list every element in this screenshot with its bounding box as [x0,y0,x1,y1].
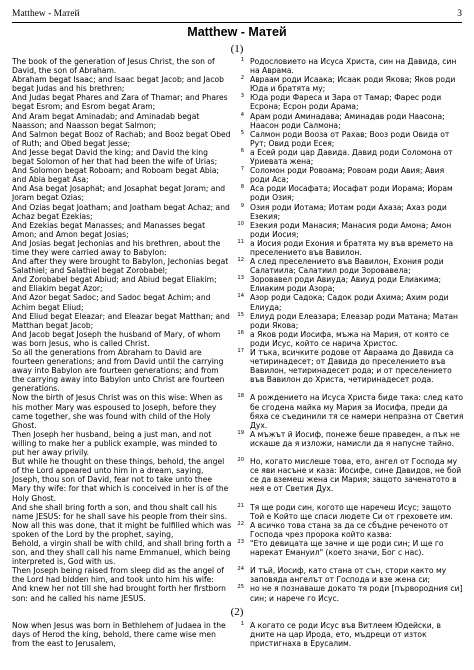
verse-bulgarian: А когато се роди Исус във Витлеем Юдейски, в дните на цар Ирода, ето, мъдреци от изток пристигнаха в Ерусалим. [250,621,441,649]
verse-row [12,130,464,148]
verse-bulgarian: И тъй, Иосиф, като стана от сън, стори както му заповяда ангелът от Господа и взе жена си; [250,566,447,585]
verse-number: 11 [237,238,244,245]
verse-row [12,521,464,539]
verse-bulgarian: Арам роди Аминадава; Аминадав роди Наасона; Наасон роди Салмона; [250,111,445,130]
verse-english: And Judas begat Phares and Zara of Thamar; and Phares begat Esrom; and Esrom begat Aram; [12,93,228,112]
verse-row [12,430,464,457]
verse-bulgarian: Азор роди Садока; Садок роди Ахима; Ахим роди Елиуда; [250,293,449,312]
verse-english: And Jacob begat Joseph the husband of Mary, of whom was born Jesus, who is called Christ. [12,329,221,348]
verse-bulgarian: Но, когато мислеше това, ето, ангел от Господа му се яви насъне и каза: Иосифе, сине Давидов, не бой се да вземеш жена си Мария; защото заченатото в нея е от Светия Дух. [250,457,462,494]
verse-english: Abraham begat Isaac; and Isaac begat Jacob; and Jacob begat Judas and his brethren; [12,75,224,94]
verse-row [12,275,464,293]
verse-bulgarian: И тъка, всичките родове от Авраама до Давида са четиринадесет; от Давида до преселението във Вавилон, четиринадесет рода; и от преселението във Вавилон до Христа, четиринадесет рода. [250,348,454,385]
verse-bulgarian: а Яков роди Иосифа, мъжа на Мария, от която се роди Исус, който се нарича Христос. [250,329,449,348]
verse-english: And Asa begat Josaphat; and Josaphat begat Joram; and Joram begat Ozias; [12,184,226,203]
verse-english: Now all this was done, that it might be fulfilled which was spoken of the Lord by the prophet, saying, [12,520,232,539]
verse-row [12,503,464,521]
verse-number: 20 [237,457,244,464]
verse-row [12,93,464,111]
verse-english: And Jesse begat David the king; and David the king begat Solomon of her that had been the wife of Urias; [12,147,218,167]
verse-english: So all the generations from Abraham to David are fourteen generations; and from David until the carrying away into Babylon are fourteen generations; and from the carrying away into Babylon unto Christ are fourteen generations. [12,348,225,394]
verse-english: And Aram begat Aminadab; and Aminadab begat Naasson; and Naasson begat Salmon; [12,111,200,130]
verse-number: 7 [240,166,244,173]
verse-english: Then Joseph being raised from sleep did as the angel of the Lord had bidden him, and took unto him his wife: [12,566,224,585]
chapter-1-verses [12,57,464,603]
verse-number: 12 [237,257,244,264]
verse-english: And Salmon begat Booz of Rachab; and Booz begat Obed of Ruth; and Obed begat Jesse; [12,129,231,148]
verse-number: 16 [237,329,244,336]
verse-english: And after they were brought to Babylon, Jechonias begat Salathiel; and Salathiel begat Zorobabel; [12,257,229,276]
verse-english: And Eliud begat Eleazar; and Eleazar begat Matthan; and Matthan begat Jacob; [12,311,230,330]
verse-number: 13 [237,275,244,282]
verse-bulgarian: А мъжът й Иосиф, понеже беше праведен, а пък не искаше да я изложи, намисли да я напусне тайно. [250,429,460,448]
verse-number: 5 [240,129,244,136]
verse-bulgarian: а Иосия роди Ехония и братята му във времето на преселението във Вавилон. [250,238,454,257]
verse-number: 6 [240,147,244,154]
header-rule [12,22,462,23]
verse-bulgarian: Озия роди Иотама; Иотам роди Ахаза; Ахаз роди Езекия; [250,202,447,221]
verse-english: Now when Jesus was born in Bethlehem of Judaea in the days of Herod the king, behold, there came wise men from the east to Jerusalem, [12,621,226,649]
verse-number: 3 [240,93,244,100]
verse-english: And Josias begat Jechonias and his brethren, about the time they were carried away to Babylon: [12,238,221,257]
verse-bulgarian: Езекия роди Манасия; Манасия роди Амона; Амон роди Иосия; [250,220,452,239]
verse-row [12,166,464,184]
verse-english: The book of the generation of Jesus Christ, the son of David, the son of Abraham. [12,57,215,76]
verse-number: 4 [240,111,244,118]
verse-bulgarian: Елиуд роди Елеазара; Елеазар роди Матана; Матан роди Якова; [250,311,459,330]
verse-number: 14 [237,293,244,300]
running-header [12,9,462,21]
verse-row [12,293,464,311]
verse-number: 24 [237,566,244,573]
verse-bulgarian: но не я познаваше докато тя роди [първородния си] син; и нарече го Исус. [250,584,463,603]
verse-row [12,239,464,257]
verse-row [12,621,464,648]
verse-english: And she shall bring forth a son, and thou shalt call his name JESUS: for he shall save his people from their sins. [12,502,228,521]
verse-row [12,203,464,221]
verse-row [12,330,464,348]
verse-english: But while he thought on these things, behold, the angel of the Lord appeared unto him in a dream, saying, Joseph, thou son of David, fear not to take unto thee Mary thy wife: for that which is conceived in her is of the Holy Ghost. [12,457,229,503]
verse-number: 1 [240,57,244,63]
page-number: 3 [457,9,462,19]
verse-number: 9 [240,202,244,209]
verse-row [12,221,464,239]
verse-row [12,148,464,166]
verse-row [12,566,464,584]
verse-number: 21 [237,502,244,509]
verse-row [12,257,464,275]
verse-english: And Azor begat Sadoc; and Sadoc begat Achim; and Achim begat Eliud; [12,293,211,312]
verse-bulgarian: Родословието на Исуса Христа, син на Давида, син на Аврама. [250,57,457,76]
verse-bulgarian: Соломон роди Ровоама; Ровоам роди Авия; Авия роди Аса; [250,166,445,185]
verse-bulgarian: Юда роди Фареса и Зара от Тамар; Фарес роди Есрона; Есрон роди Арама; [250,93,442,112]
verse-english: And knew her not till she had brought forth her firstborn son: and he called his name JESUS. [12,584,226,603]
verse-row [12,348,464,393]
verse-bulgarian: А рождението на Исуса Христа биде така: след като бе сгодена майка му Мария за Иосифа, преди да бяха се съединили тя се намери непразна от Светия Дух. [250,393,464,430]
verse-number: 17 [237,348,244,354]
verse-number: 8 [240,184,244,191]
verse-bulgarian: Зоровавел роди Авиуда; Авиуд роди Елиакима; Елиаким роди Азора; [250,275,442,294]
verse-bulgarian: Салмон роди Вооза от Рахав; Вооз роди Овида от Рут; Овид роди Есея; [250,129,450,148]
verse-row [12,393,464,429]
chapter-heading: (2) [230,606,244,618]
verse-number: 2 [240,75,244,82]
verse-bulgarian: "Ето девицата ще зачне и ще роди син; И ще го нарекат Емануил" (което значи, Бог с нас). [250,538,444,558]
verse-bulgarian: Аса роди Иосафата; Иосафат роди Иорама; Иорам роди Озия; [250,184,453,203]
verse-row [12,112,464,130]
chapter-heading: (1) [230,43,244,55]
verse-english: And Solomon begat Roboam; and Roboam begat Abia; and Abia begat Asa; [12,166,220,185]
verse-bulgarian: Авраам роди Исаака; Исаак роди Якова; Яков роди Юда и братята му; [250,75,456,94]
header-book-title: Matthew - Матей [12,9,80,19]
verse-row [12,57,464,75]
verse-english: And Ezekias begat Manasses; and Manasses begat Amon; and Amon begat Josias; [12,220,206,239]
verse-number: 19 [237,429,244,436]
verse-number: 23 [237,538,244,545]
verse-number: 10 [237,220,244,227]
verse-bulgarian: а Есей роди цар Давида. Давид роди Соломона от Уриевата жена; [250,147,453,167]
verse-number: 22 [237,520,244,527]
verse-row [12,75,464,93]
verse-bulgarian: Тя ще роди син, когото ще наречеш Исус; защото Той е Който ще спаси людете Си от греховете им. [250,502,453,521]
verse-english: And Zorobabel begat Abiud; and Abiud begat Eliakim; and Eliakim begat Azor; [12,275,217,294]
book-title: Matthew - Матей [187,25,287,39]
verse-bulgarian: А след преселението във Вавилон, Ехония роди Салатиила; Салатиил роди Зоровавела; [250,257,444,276]
verse-english: And Ozias begat Joatham; and Joatham begat Achaz; and Achaz begat Ezekias; [12,202,230,221]
verse-bulgarian: А всичко това стана за да се сбъдне реченото от Господа чрез пророка който казва: [250,520,449,539]
verse-english: Now the birth of Jesus Christ was on this wise: When as his mother Mary was espoused to Joseph, before they came together, she was found with child of the Holy Ghost. [12,393,223,430]
verse-row [12,539,464,566]
verse-english: Then Joseph her husband, being a just man, and not willing to make her a publick example, was minded to put her away privily. [12,429,218,458]
verse-row [12,184,464,202]
verse-number: 25 [237,584,244,591]
verse-number: 18 [237,393,244,400]
verse-row [12,584,464,602]
verse-english: Behold, a virgin shall be with child, and shall bring forth a son, and they shall call his name Emmanuel, which being interpreted is, God with us. [12,538,232,567]
verse-row [12,457,464,502]
verse-number: 1 [240,621,244,627]
chapter-2-verses [12,621,464,648]
verse-number: 15 [237,311,244,318]
verse-row [12,312,464,330]
